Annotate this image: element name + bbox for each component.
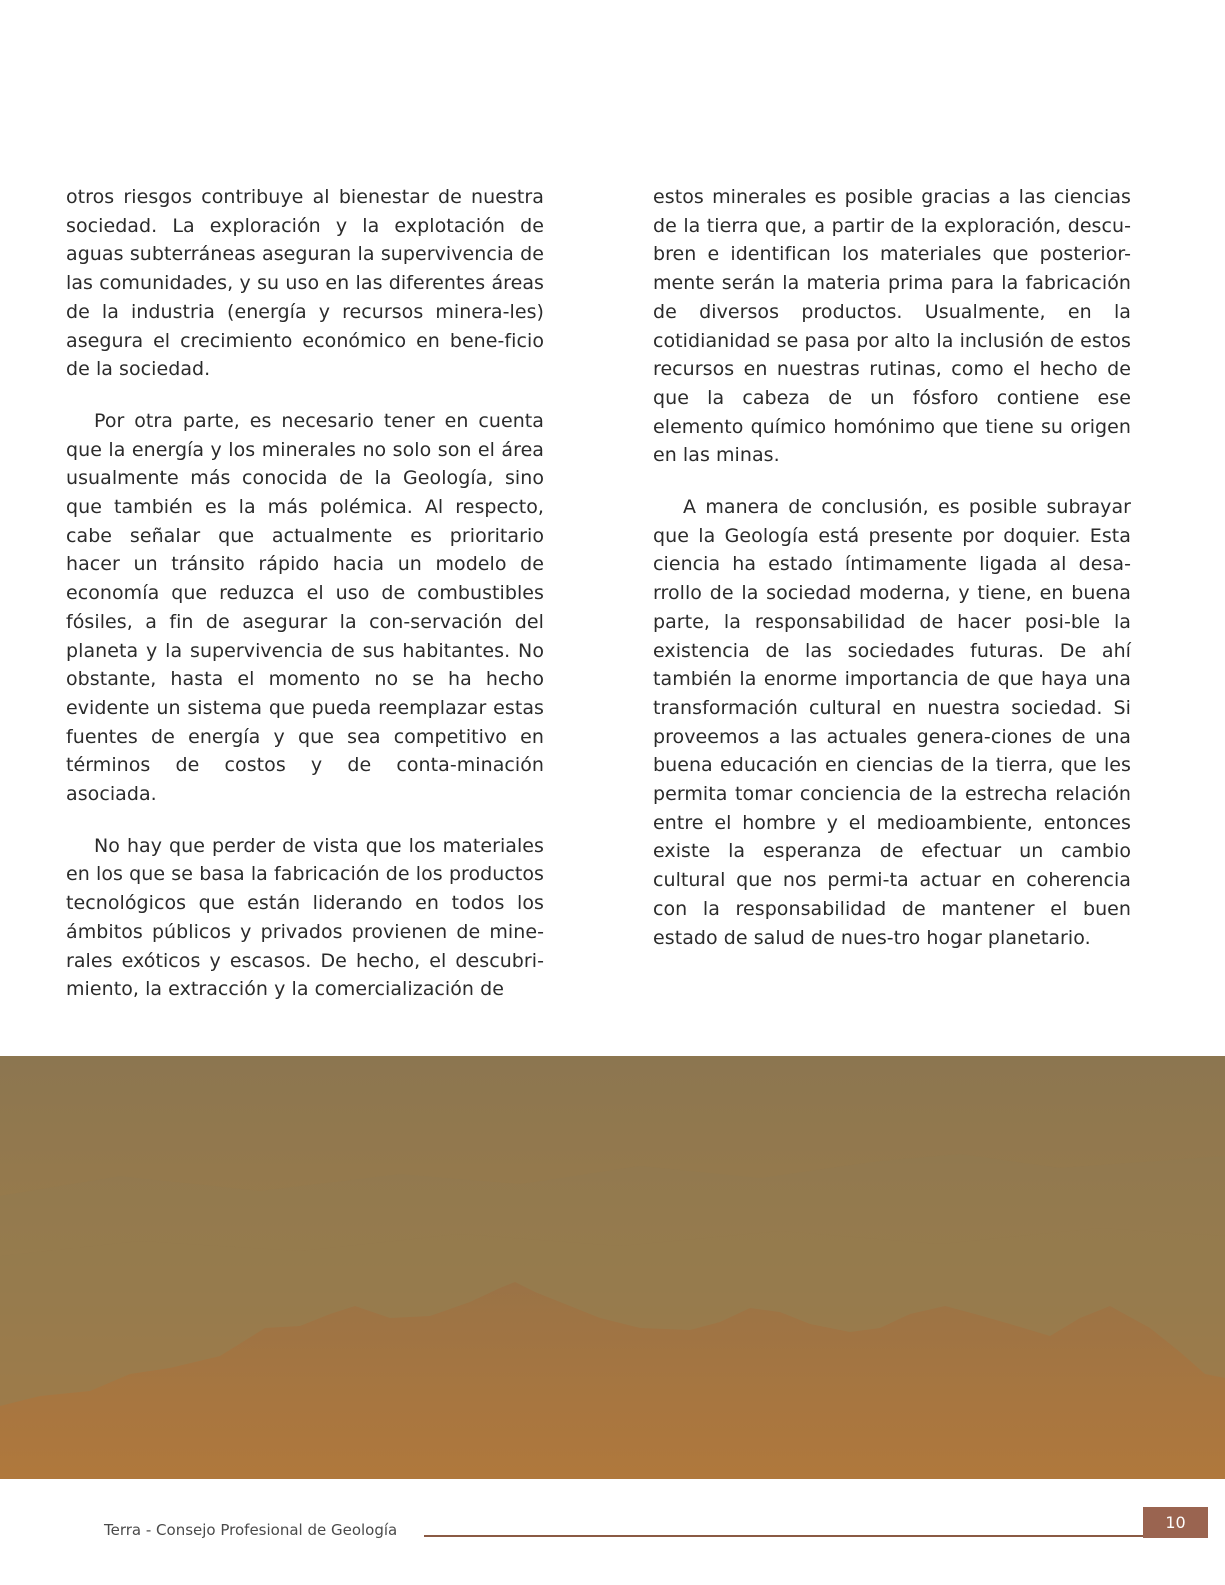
left-text-column [66, 183, 544, 1027]
right-paragraph-2: A manera de conclusión, es posible subrayar que la Geología está presente por doquier. Esta ciencia ha estado íntimamente ligada al desa-​rrollo de la sociedad moderna, y tiene, en buena parte, la responsabilidad de hacer posi-​ble la existencia de las sociedades futuras. De ahí también la enorme importancia de que haya una transformación cultural en nuestra sociedad. Si proveemos a las actuales genera-​ciones de una buena educación en ciencias de la tierra, que les permita tomar conciencia de la estrecha relación entre el hombre y el medioambiente, entonces existe la esperanza de efectuar un cambio cultural que nos permi-​ta actuar en coherencia con la responsabilidad de mantener el buen estado de salud de nues-​tro hogar planetario. [653, 496, 1131, 949]
left-paragraph-3: No hay que perder de vista que los materiales en los que se basa la fabricación de los productos tecnológicos que están liderando en todos los ámbitos públicos y privados provienen de mine-​rales exóticos y escasos. De hecho, el descubri-​miento, la extracción y la comercialización de [66, 834, 544, 1001]
right-text-column [653, 183, 1131, 975]
left-paragraph-2: Por otra parte, es necesario tener en cuenta que la energía y los minerales no solo son el área usualmente más conocida de la Geología, sino que también es la más polémica. Al respecto, cabe señalar que actualmente es prioritario hacer un tránsito rápido hacia un modelo de economía que reduzca el uso de combustibles fósiles, a fin de asegurar la con-​servación del planeta y la supervivencia de sus habitantes. No obstante, hasta el momento no se ha hecho evidente un sistema que pueda reemplazar estas fuentes de energía y que sea competitivo en términos de costos y de conta-​minación asociada. [66, 409, 544, 806]
right-paragraph-1: estos minerales es posible gracias a las ciencias de la tierra que, a partir de la exploración, descu-​bren e identifican los materiales que posterior-​mente serán la materia prima para la fabricación de diversos productos. Usualmente, en la cotidianidad se pasa por alto la inclusión de estos recursos en nuestras rutinas, como el hecho de que la cabeza de un fósforo contiene ese elemento químico homónimo que tiene su origen en las minas. [653, 186, 1131, 467]
mountain-landscape-image [0, 1056, 1225, 1479]
left-paragraph-1: otros riesgos contribuye al bienestar de nuestra sociedad. La exploración y la explotación de aguas subterráneas aseguran la supervivencia de las comunidades, y su uso en las diferentes áreas de la industria (energía y recursos minera-​les) asegura el crecimiento económico en bene-​ficio de la sociedad. [66, 186, 544, 381]
footer-divider-line [424, 1535, 1144, 1537]
mountain-silhouette-illustration [0, 1056, 1225, 1479]
page-number-badge: 10 [1143, 1507, 1208, 1538]
publication-title: Terra - Consejo Profesional de Geología [104, 1521, 398, 1539]
